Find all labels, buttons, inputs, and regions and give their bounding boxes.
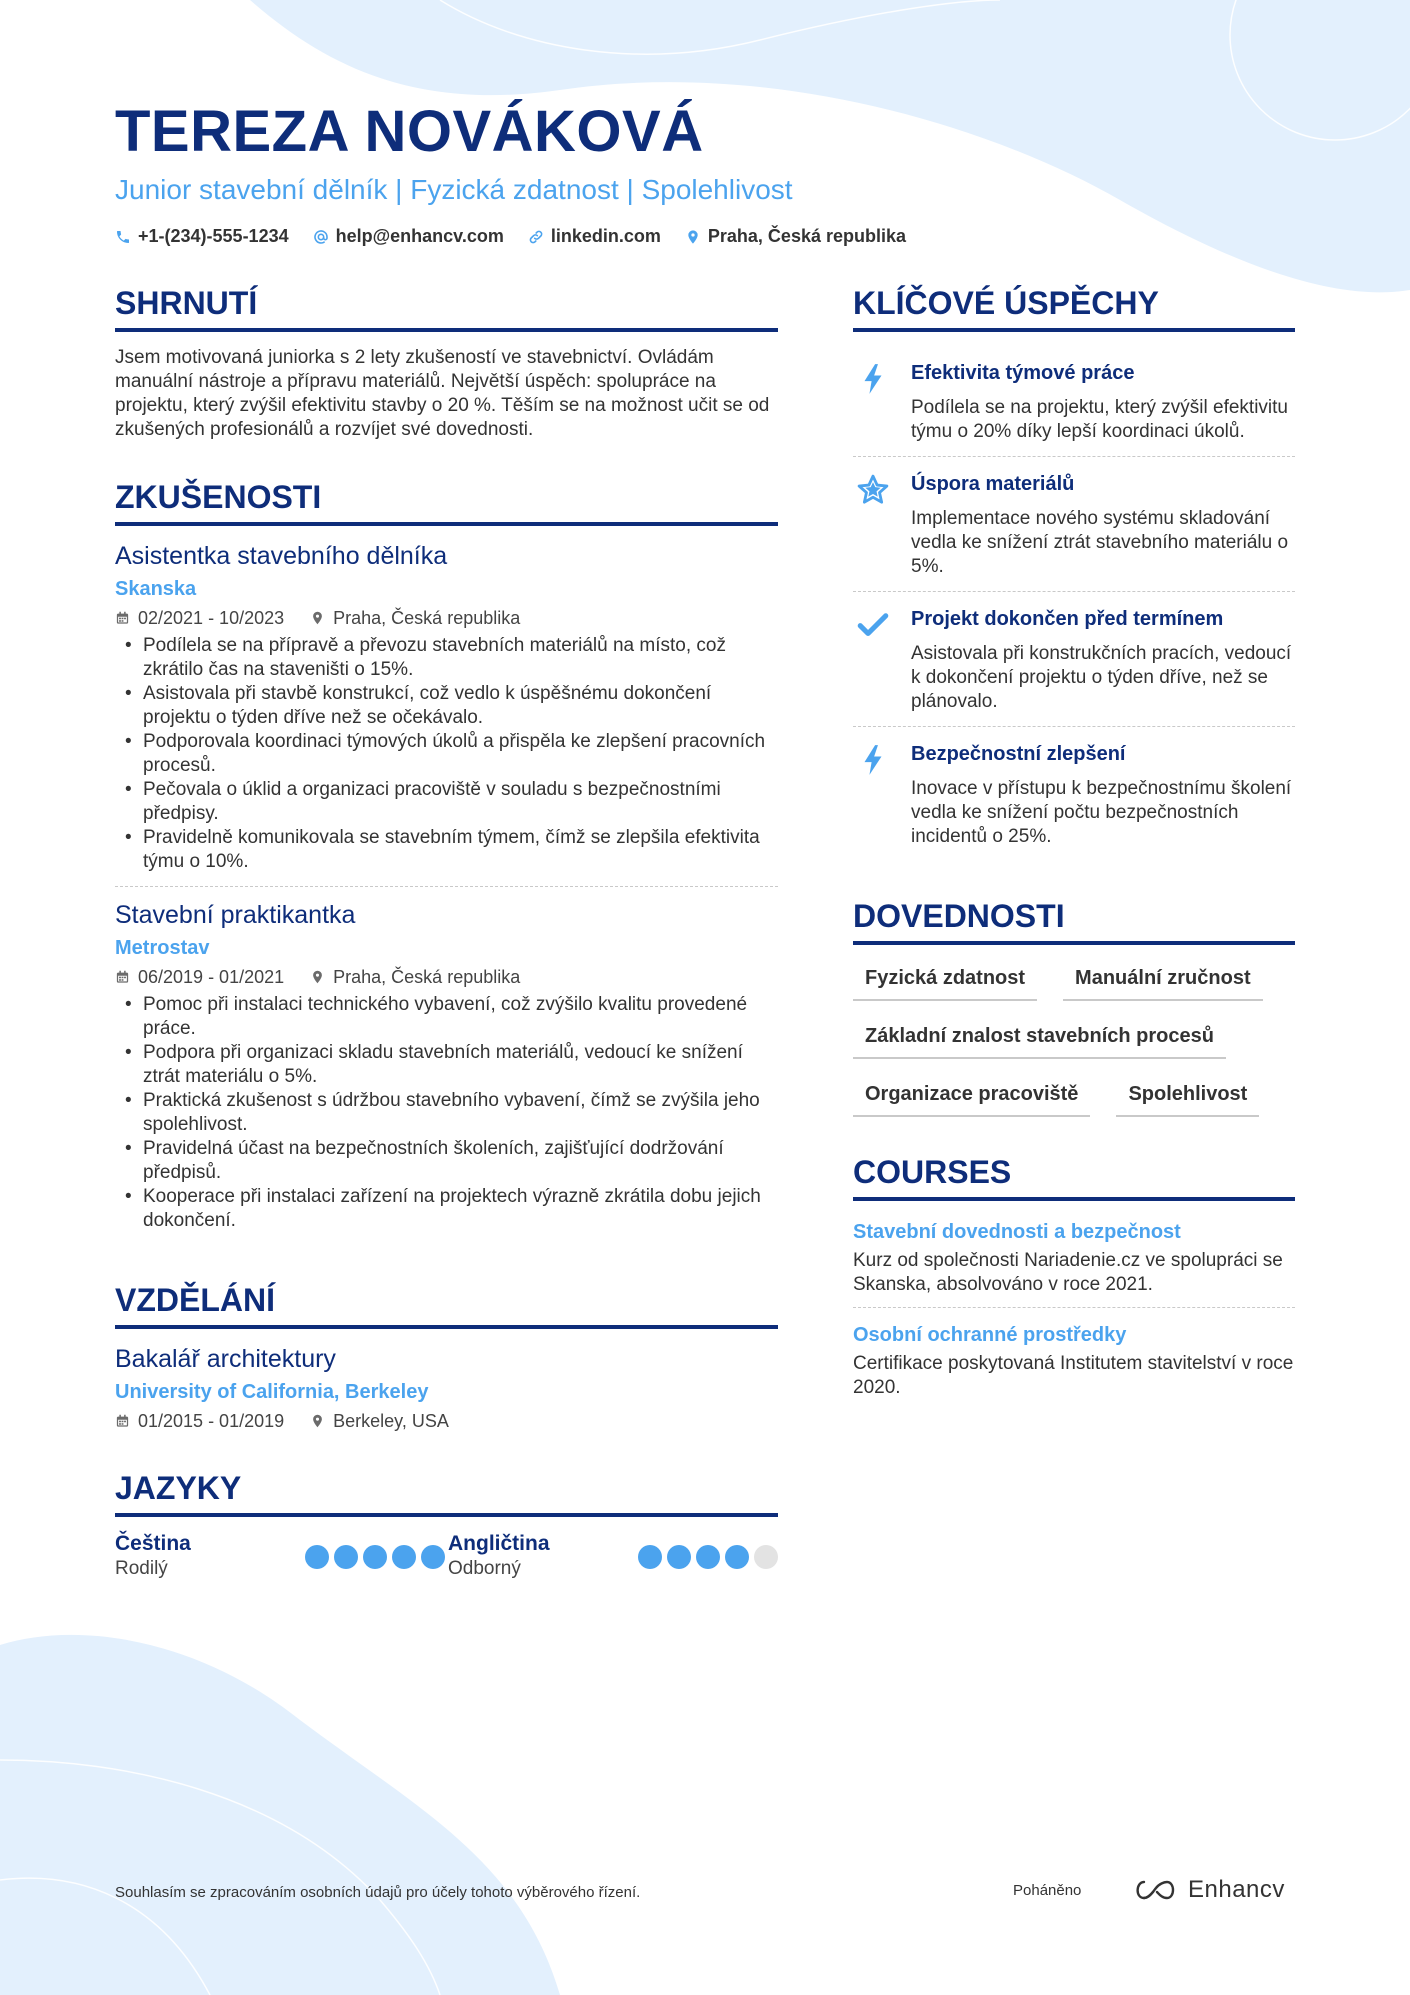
- contact-linkedin[interactable]: [528, 226, 661, 247]
- achievements-heading: KLÍČOVÉ ÚSPĚCHY: [853, 282, 1295, 332]
- courses-heading: COURSES: [853, 1151, 1295, 1201]
- achievement-item: [853, 591, 1295, 726]
- powered-by-label: Poháněno: [1013, 1882, 1082, 1899]
- rating-dot-filled: [696, 1545, 720, 1569]
- job-location: [310, 965, 520, 989]
- course-desc: Certifikace poskytovaná Institutem stavitelství v roce 2020.: [853, 1353, 1294, 1398]
- language-item: [448, 1531, 778, 1581]
- location-pin-icon: [685, 229, 701, 245]
- job-meta: [115, 965, 778, 989]
- courses-section: [853, 1151, 1295, 1410]
- course-desc: Kurz od společnosti Nariadenie.cz ve spolupráci se Skanska, absolvováno v roce 2021.: [853, 1250, 1283, 1295]
- list-item: • Pečovala o úklid a organizaci pracoviště v souladu s bezpečnostními předpisy.: [115, 778, 778, 826]
- skill-tag: Organizace pracoviště: [853, 1081, 1090, 1117]
- language-level: Odborný: [448, 1558, 521, 1579]
- achievement-item: [853, 346, 1295, 456]
- job-bullets: [115, 993, 778, 1233]
- link-icon: [528, 229, 544, 245]
- course-title: Osobní ochranné prostředky: [853, 1324, 1127, 1346]
- right-column: [853, 282, 1295, 1444]
- languages-heading: JAZYKY: [115, 1467, 778, 1517]
- course-title: Stavební dovednosti a bezpečnost: [853, 1221, 1181, 1243]
- rating-dot-filled: [725, 1545, 749, 1569]
- brand-logo[interactable]: [1132, 1876, 1285, 1904]
- phone-text: +1-(234)-555-1234: [138, 226, 289, 246]
- candidate-tagline: Junior stavební dělník | Fyzická zdatnost | Spolehlivost: [115, 174, 793, 205]
- location-pin-icon: [310, 610, 325, 626]
- achievement-title: Projekt dokončen před termínem: [911, 608, 1224, 630]
- calendar-icon: [115, 969, 130, 985]
- achievement-title: Efektivita týmové práce: [911, 362, 1135, 384]
- summary-text: Jsem motivovaná juniorka s 2 lety zkušeností ve stavebnictví. Ovládám manuální nástroje a přípravu materiálů. Největší úspěch: spolupráce na projektu, který zvýšil efektivitu stavby o 20 %. Těším se na možnost učit se od zkušených profesionálů a rozvíjet své dovednosti.: [115, 347, 770, 440]
- course-item: [853, 1215, 1295, 1307]
- skills-heading: DOVEDNOSTI: [853, 895, 1295, 945]
- course-item: [853, 1307, 1295, 1410]
- job-entry: [115, 886, 778, 1245]
- job-title: Stavební praktikantka: [115, 901, 356, 929]
- education-location: [310, 1409, 449, 1433]
- language-rating: [305, 1545, 445, 1569]
- experience-section: [115, 476, 778, 1245]
- linkedin-text: linkedin.com: [550, 226, 661, 246]
- rating-dot-filled: [638, 1545, 662, 1569]
- summary-heading: SHRNUTÍ: [115, 282, 778, 332]
- email-text: help@enhancv.com: [335, 226, 504, 246]
- contact-bar: [115, 226, 1295, 247]
- rating-dot-filled: [421, 1545, 445, 1569]
- job-location-text: Praha, Česká republika: [333, 608, 521, 628]
- skill-tag: Manuální zručnost: [1063, 965, 1263, 1001]
- achievement-item: [853, 456, 1295, 591]
- rating-dot-filled: [363, 1545, 387, 1569]
- achievement-item: [853, 726, 1295, 861]
- rating-dot-filled: [667, 1545, 691, 1569]
- achievement-desc: Inovace v přístupu k bezpečnostnímu školení vedla ke snížení počtu bezpečnostních incidentů o 25%.: [911, 778, 1292, 847]
- education-meta: [115, 1409, 778, 1433]
- summary-section: [115, 282, 778, 442]
- skills-list: [853, 959, 1295, 1117]
- job-bullets: [115, 634, 778, 874]
- skill-tag: Fyzická zdatnost: [853, 965, 1037, 1001]
- rating-dot-filled: [392, 1545, 416, 1569]
- lightning-icon: [856, 743, 890, 777]
- experience-heading: ZKUŠENOSTI: [115, 476, 778, 526]
- job-location-text: Praha, Česká republika: [333, 967, 521, 987]
- education-location-text: Berkeley, USA: [333, 1411, 449, 1431]
- job-dates: [115, 606, 284, 630]
- contact-location: [685, 226, 906, 247]
- achievement-title: Bezpečnostní zlepšení: [911, 743, 1126, 765]
- list-item: • Pomoc při instalaci technického vybavení, což zvýšilo kvalitu provedené práce.: [115, 993, 778, 1041]
- language-item: [115, 1531, 445, 1581]
- skill-tag: Spolehlivost: [1116, 1081, 1259, 1117]
- consent-note: Souhlasím se zpracováním osobních údajů pro účely tohoto výběrového řízení.: [115, 1884, 641, 1901]
- list-item: • Podílela se na přípravě a převozu stavebních materiálů na místo, což zkrátilo čas na staveništi o 15%.: [115, 634, 778, 682]
- language-level: Rodilý: [115, 1558, 168, 1579]
- job-dates: [115, 965, 284, 989]
- achievement-desc: Implementace nového systému skladování vedla ke snížení ztrát stavebního materiálu o 5%.: [911, 508, 1289, 577]
- education-dates-text: 01/2015 - 01/2019: [138, 1411, 285, 1431]
- job-company: Metrostav: [115, 937, 210, 959]
- school-name: University of California, Berkeley: [115, 1381, 429, 1403]
- job-dates-text: 06/2019 - 01/2021: [138, 967, 285, 987]
- left-column: [115, 282, 778, 1615]
- location-pin-icon: [310, 1413, 325, 1429]
- achievement-desc: Asistovala při konstrukčních pracích, vedoucí k dokončení projektu o týden dříve, než se plánovalo.: [911, 643, 1292, 712]
- language-rating: [638, 1545, 778, 1569]
- calendar-icon: [115, 1413, 130, 1429]
- job-title: Asistentka stavebního dělníka: [115, 542, 448, 570]
- enhancv-logo-icon: [1132, 1877, 1178, 1903]
- skill-tag: Základní znalost stavebních procesů: [853, 1023, 1226, 1059]
- rating-dot-empty: [754, 1545, 778, 1569]
- skills-section: [853, 895, 1295, 1117]
- achievement-desc: Podílela se na projektu, který zvýšil efektivitu týmu o 20% díky lepší koordinaci úkolů.: [911, 397, 1289, 442]
- resume-header: [115, 100, 1295, 247]
- languages-list: [115, 1531, 778, 1581]
- job-dates-text: 02/2021 - 10/2023: [138, 608, 285, 628]
- language-name: Čeština: [115, 1532, 191, 1555]
- phone-icon: [115, 229, 131, 245]
- achievement-title: Úspora materiálů: [911, 473, 1075, 495]
- education-heading: VZDĚLÁNÍ: [115, 1279, 778, 1329]
- location-pin-icon: [310, 969, 325, 985]
- list-item: • Podporovala koordinaci týmových úkolů a přispěla ke zlepšení pracovních procesů.: [115, 730, 778, 778]
- location-text: Praha, Česká republika: [707, 226, 907, 246]
- rating-dot-filled: [334, 1545, 358, 1569]
- star-icon: [856, 473, 890, 507]
- achievements-section: [853, 282, 1295, 861]
- degree-title: Bakalář architektury: [115, 1345, 336, 1373]
- job-meta: [115, 606, 778, 630]
- languages-section: [115, 1467, 778, 1581]
- at-icon: [313, 229, 329, 245]
- lightning-icon: [856, 362, 890, 396]
- rating-dot-filled: [305, 1545, 329, 1569]
- education-dates: [115, 1409, 284, 1433]
- job-location: [310, 606, 520, 630]
- list-item: • Praktická zkušenost s údržbou stavebního vybavení, čímž se zvýšila jeho spolehlivost.: [115, 1089, 778, 1137]
- list-item: • Pravidelně komunikovala se stavebním týmem, čímž se zlepšila efektivita týmu o 10%.: [115, 826, 778, 874]
- list-item: • Podpora při organizaci skladu stavebních materiálů, vedoucí ke snížení ztrát materiálu o 5%.: [115, 1041, 778, 1089]
- list-item: • Kooperace při instalaci zařízení na projektech výrazně zkrátila dobu jejich dokončení.: [115, 1185, 778, 1233]
- contact-email[interactable]: [313, 226, 504, 247]
- education-section: [115, 1279, 778, 1433]
- list-item: • Asistovala při stavbě konstrukcí, což vedlo k úspěšnému dokončení projektu o týden dříve než se očekávalo.: [115, 682, 778, 730]
- contact-phone[interactable]: [115, 226, 289, 247]
- language-name: Angličtina: [448, 1532, 550, 1555]
- brand-name: Enhancv: [1188, 1876, 1285, 1903]
- job-entry: [115, 540, 778, 886]
- job-company: Skanska: [115, 578, 197, 600]
- candidate-name: TEREZA NOVÁKOVÁ: [115, 99, 704, 164]
- calendar-icon: [115, 610, 130, 626]
- checkmark-icon: [856, 608, 890, 642]
- list-item: • Pravidelná účast na bezpečnostních školeních, zajišťující dodržování předpisů.: [115, 1137, 778, 1185]
